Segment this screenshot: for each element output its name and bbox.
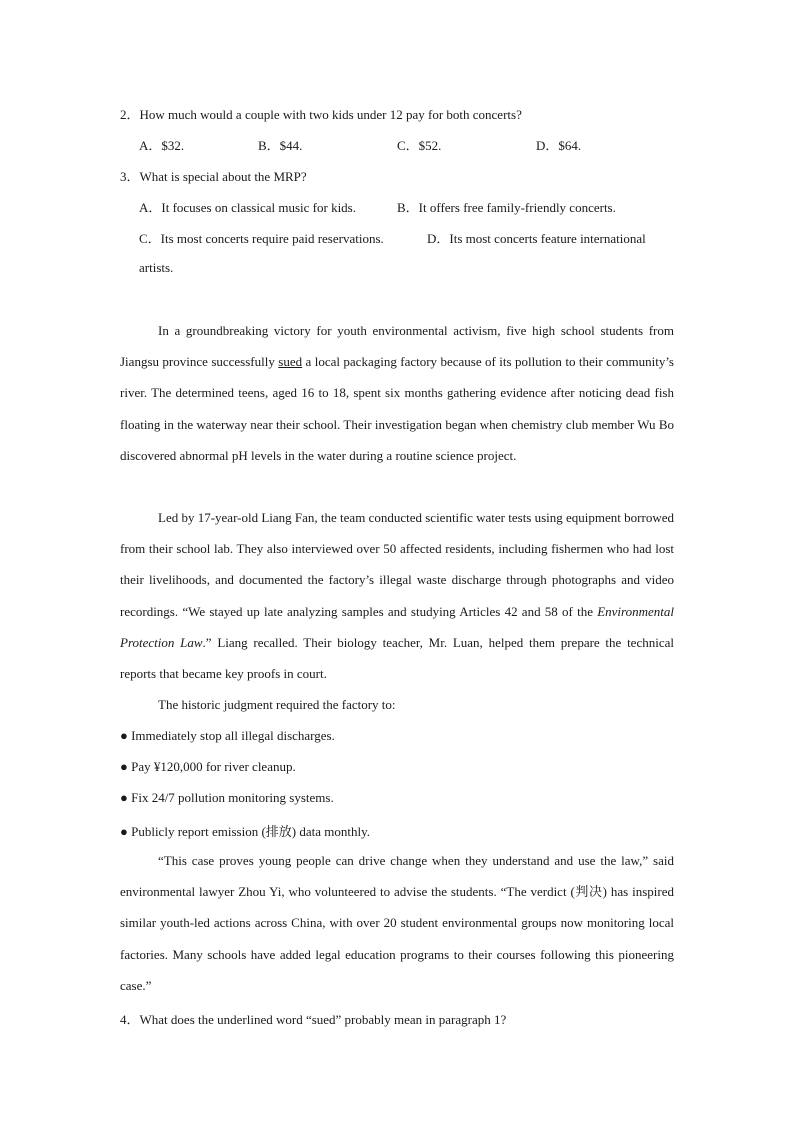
paragraph-text: Led by 17-year-old Liang Fan, the team conducted scientific water tests using equipment borrowed from their school lab. They also interviewed over 50 affected residents, including fishermen who had lost their livelihoods, and documented the factory’s illegal waste discharge through photographs and video recordings. “We stayed up late analyzing samples and studying Articles 42 and 58 of the bbox=[120, 510, 674, 619]
question-4 bbox=[120, 1009, 506, 1028]
paragraph-text: a local packaging factory because of its pollution to their community’s river. The determined teens, aged 16 to 18, spent six months gathering evidence after noticing dead fish floating in the waterway near their school. Their investigation began when chemistry club member Wu Bo discovered abnormal pH levels in the water during a routine science project. bbox=[120, 354, 674, 463]
bullet-item: ● Pay ¥120,000 for river cleanup. bbox=[120, 759, 296, 774]
question-3 bbox=[120, 166, 307, 185]
passage-paragraph-4: “This case proves young people can drive change when they understand and use the law,” said environmental lawyer Zhou Yi, who volunteered to advise the students. “The verdict (判决) has inspired similar youth-led actions across China, with over 20 student environmental groups now monitoring local factories. Many schools have added legal education programs to their courses following this pioneering case.” bbox=[120, 853, 674, 993]
question-4-number: 4． bbox=[120, 1012, 140, 1027]
passage-paragraph-2 bbox=[120, 502, 674, 689]
option-label: B． bbox=[258, 138, 280, 153]
option-text: It offers free family-friendly concerts. bbox=[418, 200, 616, 215]
option-label: D． bbox=[536, 138, 559, 153]
question-2-option-c bbox=[397, 135, 441, 154]
passage-paragraph-1 bbox=[120, 315, 674, 471]
question-3-option-a bbox=[139, 197, 356, 216]
question-3-option-d-continued bbox=[139, 260, 173, 276]
option-text: Its most concerts feature international bbox=[449, 231, 646, 246]
underlined-word-sued: sued bbox=[278, 354, 303, 370]
question-2-number: 2． bbox=[120, 107, 140, 122]
bullet-item: ● Publicly report emission (排放) data monthly. bbox=[120, 824, 371, 839]
paragraph-text: In a groundbreaking victory for youth environmental activism, five high school students from Jiangsu province successfully bbox=[120, 323, 674, 370]
option-label: B． bbox=[397, 200, 419, 215]
question-3-text: What is special about the MRP? bbox=[139, 169, 307, 184]
question-4-text: What does the underlined word “sued” probably mean in paragraph 1? bbox=[139, 1012, 507, 1027]
option-label: D． bbox=[427, 231, 450, 246]
option-label: A． bbox=[139, 138, 162, 153]
question-3-option-d bbox=[427, 228, 646, 247]
law-title: Environmental Protection Law bbox=[120, 603, 674, 650]
question-2 bbox=[120, 104, 522, 123]
question-2-option-a bbox=[139, 135, 184, 154]
option-text: Its most concerts require paid reservations. bbox=[160, 231, 384, 246]
question-3-option-b bbox=[397, 197, 616, 216]
option-text: artists. bbox=[139, 260, 174, 275]
option-label: A． bbox=[139, 200, 162, 215]
question-2-option-d bbox=[536, 135, 581, 154]
question-3-option-c bbox=[139, 228, 384, 247]
option-label: C． bbox=[397, 138, 419, 153]
paragraph-text: .” Liang recalled. Their biology teacher, Mr. Luan, helped them prepare the technical reports that became key proofs in court. bbox=[120, 634, 674, 682]
bullet-item: ● Fix 24/7 pollution monitoring systems. bbox=[120, 790, 334, 805]
option-text: $64. bbox=[558, 138, 582, 153]
option-text: It focuses on classical music for kids. bbox=[161, 200, 356, 215]
question-2-text: How much would a couple with two kids under 12 pay for both concerts? bbox=[139, 107, 522, 122]
option-text: $44. bbox=[279, 138, 303, 153]
bullet-item: ● Immediately stop all illegal discharges. bbox=[120, 728, 335, 743]
question-3-number: 3． bbox=[120, 169, 140, 184]
option-label: C． bbox=[139, 231, 161, 246]
option-text: $52. bbox=[418, 138, 442, 153]
question-2-option-b bbox=[258, 135, 302, 154]
option-text: $32. bbox=[161, 138, 185, 153]
passage-paragraph-3: The historic judgment required the factory to: bbox=[158, 697, 396, 712]
